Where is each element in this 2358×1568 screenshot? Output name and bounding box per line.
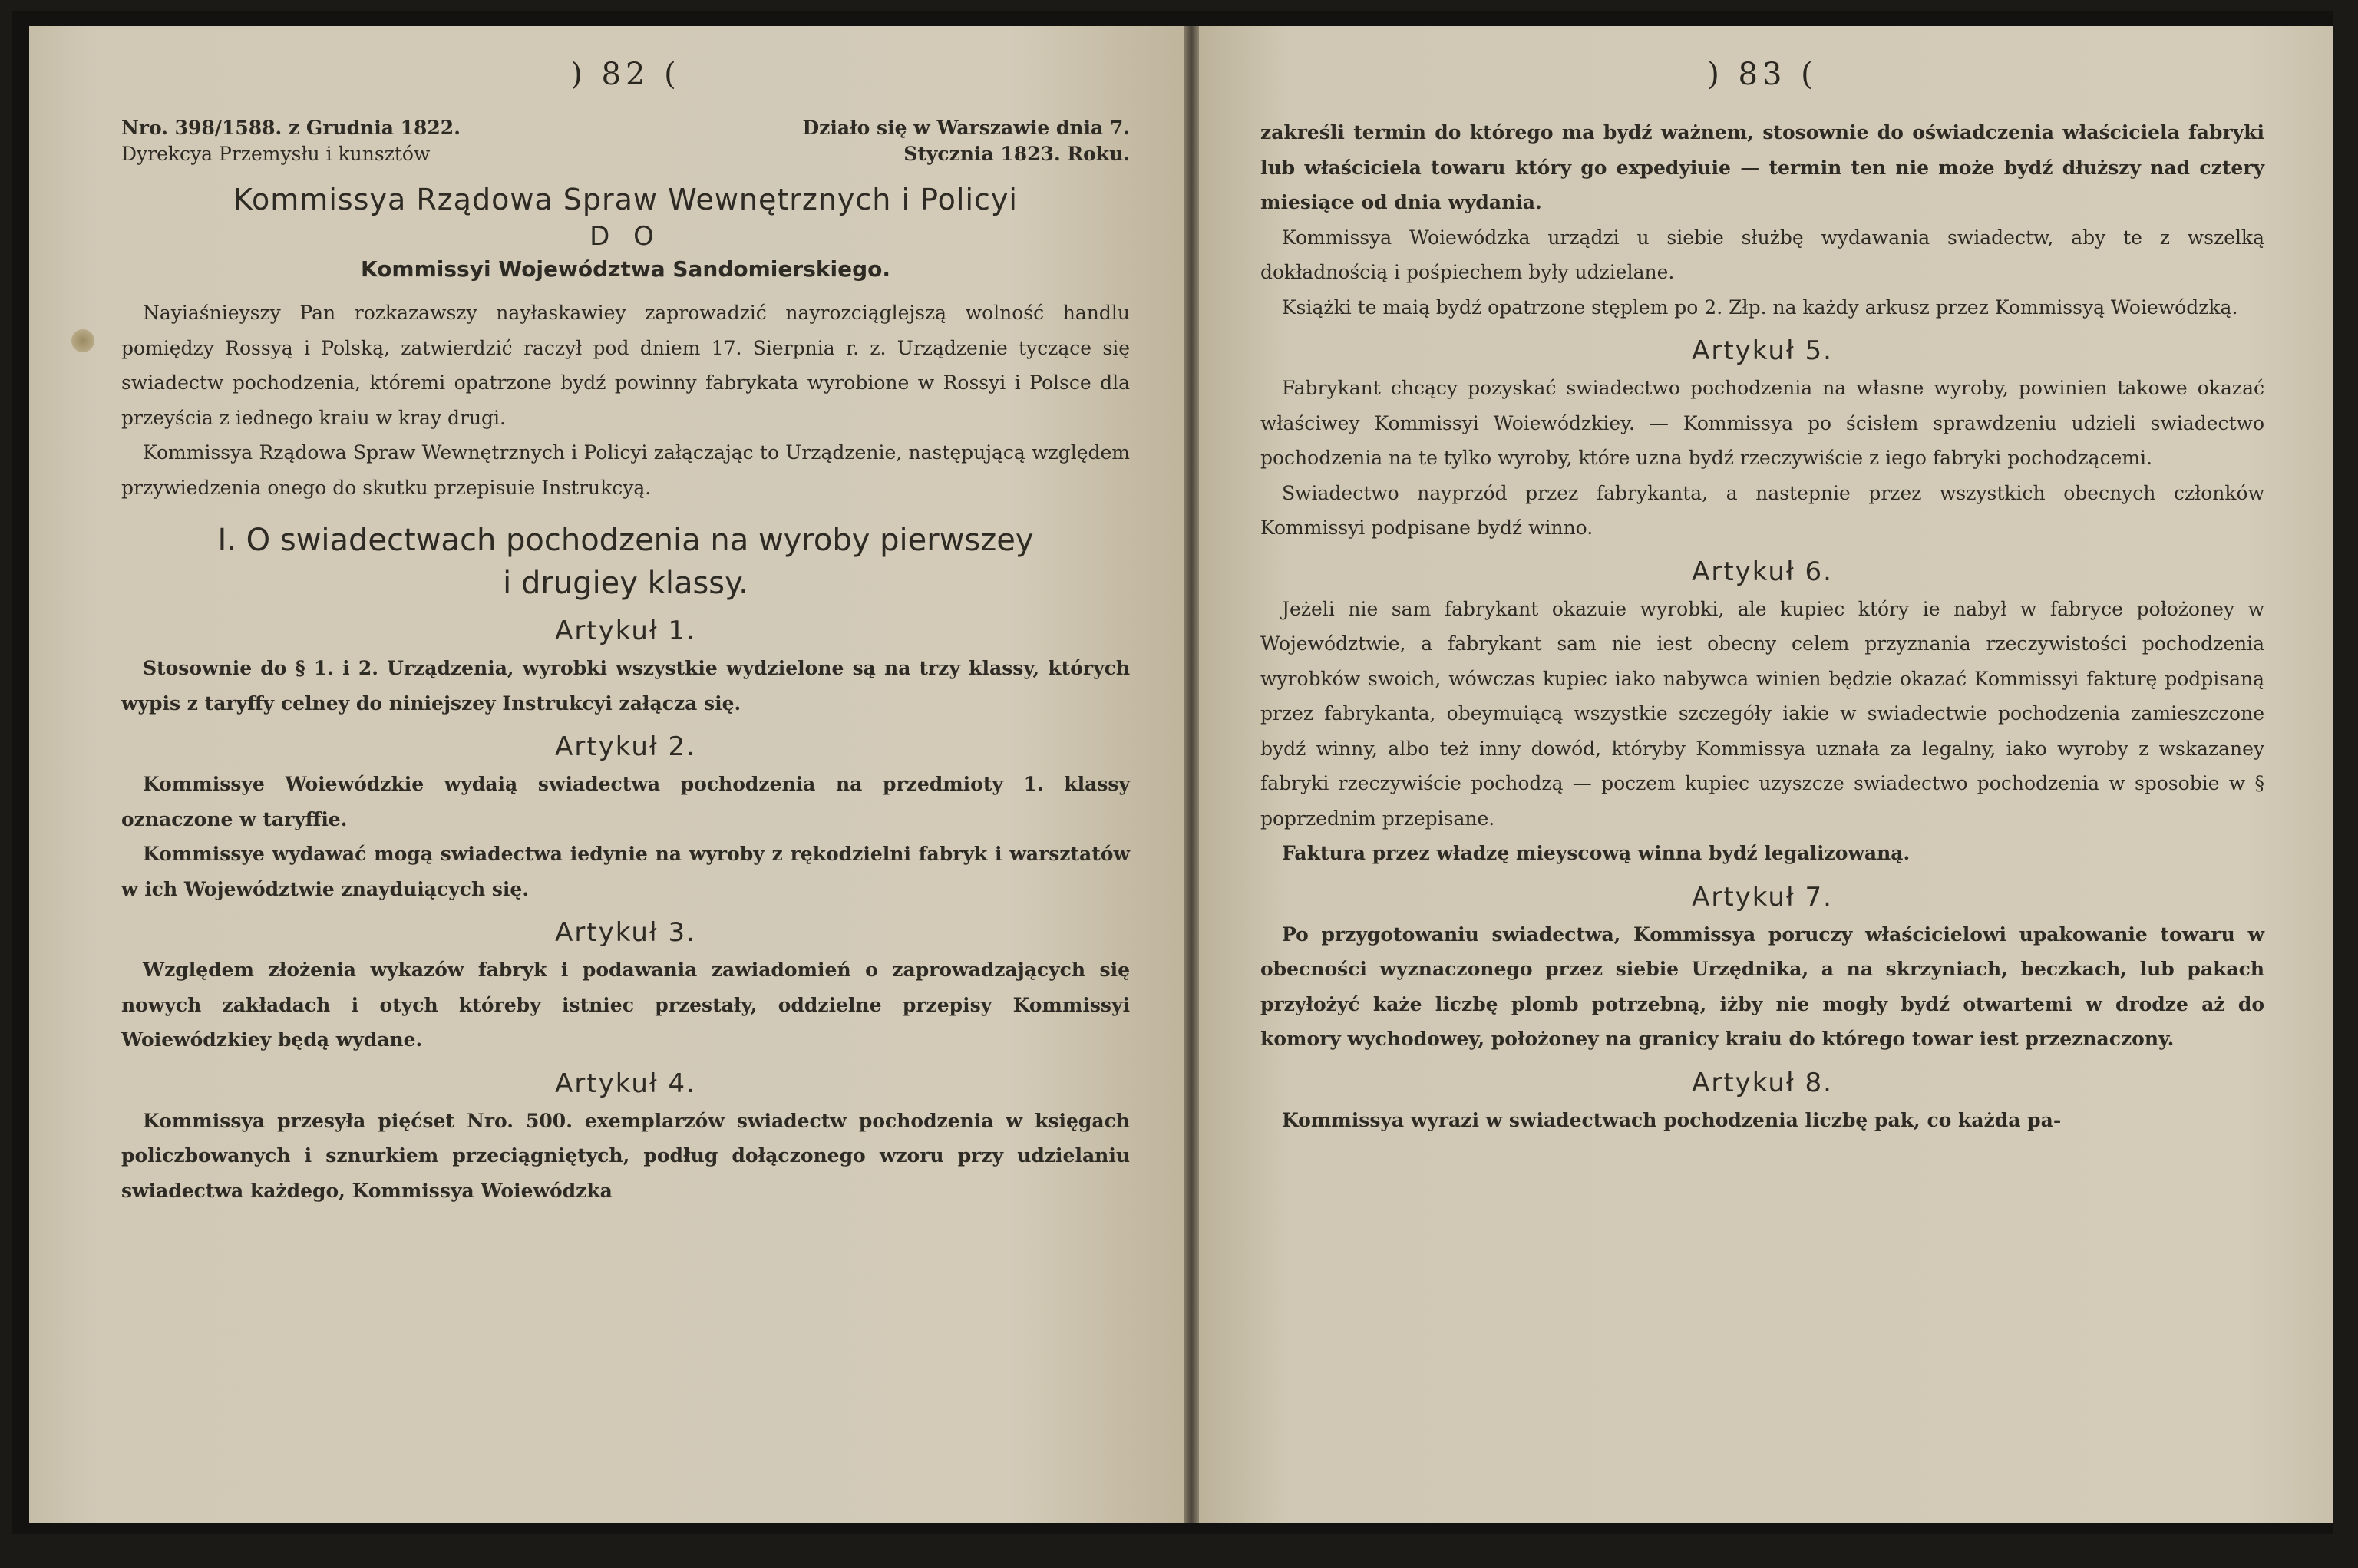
article-heading: Artykuł 1. [555, 616, 696, 646]
article-heading: Artykuł 5. [1692, 335, 1833, 366]
article-text: Jeżeli nie sam fabrykant okazuie wyrobki, ale kupiec który ie nabył w fabryce położoney w Województwie, a fabrykant sam nie iest obecny celem przyznania rzeczywistości pochodzenia wyrobków swoich, wówczas kupiec iako nabywca winien będzie okazać Kommissyi fakturę podpisaną przez fabrykanta, obeymuiącą wszystkie szczegóły iakie w swiadectwie pochodzenia zamieszczone bydź winny, albo też inny dowód, któryby Kommissya uznała za legalny, iako wyroby z wskazaney fabryki rzeczywiście pochodzą — poczem kupiec uzyszcze swiadectwo pochodzenia w sposobie w § poprzednim przepisane. [1260, 597, 2264, 830]
paragraph: zakreśli termin do którego ma bydź ważnem, stosownie do oświadczenia właściciela fabryki lub właściciela towaru który go expedyiuie — termin ten nie może bydź dłuższy nad cztery miesiące od dnia wydania. [1260, 121, 2264, 213]
paragraph: Nayiaśnieyszy Pan rozkazawszy nayłaskawiey zaprowadzić nayrozciąglejszą wolność handlu pomiędzy Rossyą i Polską, zatwierdzić raczył pod dniem 17. Sierpnia r. z. Urządzenie tyczące się swiadectw pochodzenia, któremi opatrzone bydź powinny fabrykata wyrobione w Rossyi i Polsce dla przeyścia z iednego kraiu w kray drugi. [121, 302, 1130, 429]
paragraph: Kommissya Woiewódzka urządzi u siebie służbę wydawania swiadectw, aby te z wszelką dokładnością i pośpiechem były udzielane. [1260, 226, 2264, 283]
right-page [1199, 26, 2333, 1523]
article-heading: Artykuł 6. [1692, 556, 1833, 587]
directorate: Dyrekcya Przemysłu i kunsztów [121, 143, 431, 165]
article-text: Fabrykant chcący pozyskać swiadectwo pochodzenia na własne wyroby, powinien takowe okazać właściwey Kommissyi Woiewódzkiey. — Kommissya po ścisłem sprawdzeniu udzieli swiadectwo pochodzenia na te tylko wyroby, które uzna bydź rzeczywiście z iego fabryki pochodzącemi. [1260, 377, 2264, 469]
page-number: ) 83 ( [1707, 57, 1818, 92]
article-heading: Artykuł 4. [555, 1068, 696, 1099]
page-number: ) 82 ( [570, 57, 681, 92]
date-year: Stycznia 1823. Roku. [903, 143, 1130, 165]
article-text: Kommissya wyrazi w swiadectwach pochodzenia liczbę pak, co każda pa- [1282, 1108, 2062, 1131]
article-text: Kommissya przesyła pięćset Nro. 500. exemplarzów swiadectw pochodzenia w księgach policzbowanych i sznurkiem przeciągniętych, podług dołączonego wzoru przy udzielaniu swiadectwa każdego, Kommissya Woiewódzka [121, 1109, 1130, 1202]
book-gutter [1184, 26, 1199, 1523]
section-heading-line: i drugiey klassy. [503, 566, 748, 601]
article-text: Stosownie do § 1. i 2. Urządzenia, wyrobki wszystkie wydzielone są na trzy klassy, których wypis z taryffy celney do niniejszey Instrukcyi załącza się. [121, 657, 1130, 715]
article-text: Faktura przez władzę mieyscową winna bydź legalizowaną. [1282, 842, 1911, 864]
article-text: Kommissye wydawać mogą swiadectwa iedynie na wyroby z rękodzielni fabryk i warsztatów w ich Województwie znayduiących się. [121, 843, 1130, 900]
section-heading [121, 519, 1130, 605]
reference-number: Nro. 398/1588. z Grudnia 1822. [121, 117, 461, 139]
article-heading: Artykuł 3. [555, 917, 696, 948]
document-header [121, 115, 1130, 167]
article-heading: Artykuł 8. [1692, 1067, 1833, 1098]
book-spread [12, 11, 2333, 1534]
document-title: Kommissya Rządowa Spraw Wewnętrznych i Policyi [233, 183, 1018, 216]
article-text: Kommissye Woiewódzkie wydaią swiadectwa pochodzenia na przedmioty 1. klassy oznaczone w taryffie. [121, 773, 1130, 830]
left-page [29, 26, 1184, 1523]
article-text: Swiadectwo nayprzód przez fabrykanta, a nastepnie przez wszystkich obecnych członków Kommissyi podpisane bydź winno. [1260, 481, 2264, 539]
article-text: Względem złożenia wykazów fabryk i podawania zawiadomień o zaprowadzających się nowych zakładach i otych którеby istniec przestały, oddzielne przepisy Kommissyi Woiewódzkiey będą wydane. [121, 959, 1130, 1051]
paragraph: Książki te maią bydź opatrzone stęplem po 2. Złp. na każdy arkusz przez Kommissyą Woiewódzką. [1282, 295, 2238, 319]
to-label: D O [590, 221, 662, 252]
addressee: Kommissyi Województwa Sandomierskiego. [360, 256, 890, 282]
ink-stain [71, 329, 94, 352]
article-text: Po przygotowaniu swiadectwa, Kommissya poruczy właścicielowi upakowanie towaru w obecności wyznaczonego przez siebie Urzędnika, a na skrzyniach, beczkach, lub pakach przyłożyć każe liczbę plomb potrzebną, iżby nie mogły bydź otwartemi w drodze aż do komory wychodowey, położoney na granicy kraiu do którego towar iest przeznaczony. [1260, 923, 2264, 1050]
article-heading: Artykuł 7. [1692, 881, 1833, 913]
place-date: Działo się w Warszawie dnia 7. [802, 117, 1130, 139]
section-heading-line: I. O swiadectwach pochodzenia na wyroby pierwszey [217, 523, 1034, 558]
paragraph: Kommissya Rządowa Spraw Wewnętrznych i Policyi załączając to Urządzenie, następującą względem przywiedzenia onego do skutku przepisuie Instrukcyą. [121, 441, 1130, 499]
article-heading: Artykuł 2. [555, 731, 696, 762]
